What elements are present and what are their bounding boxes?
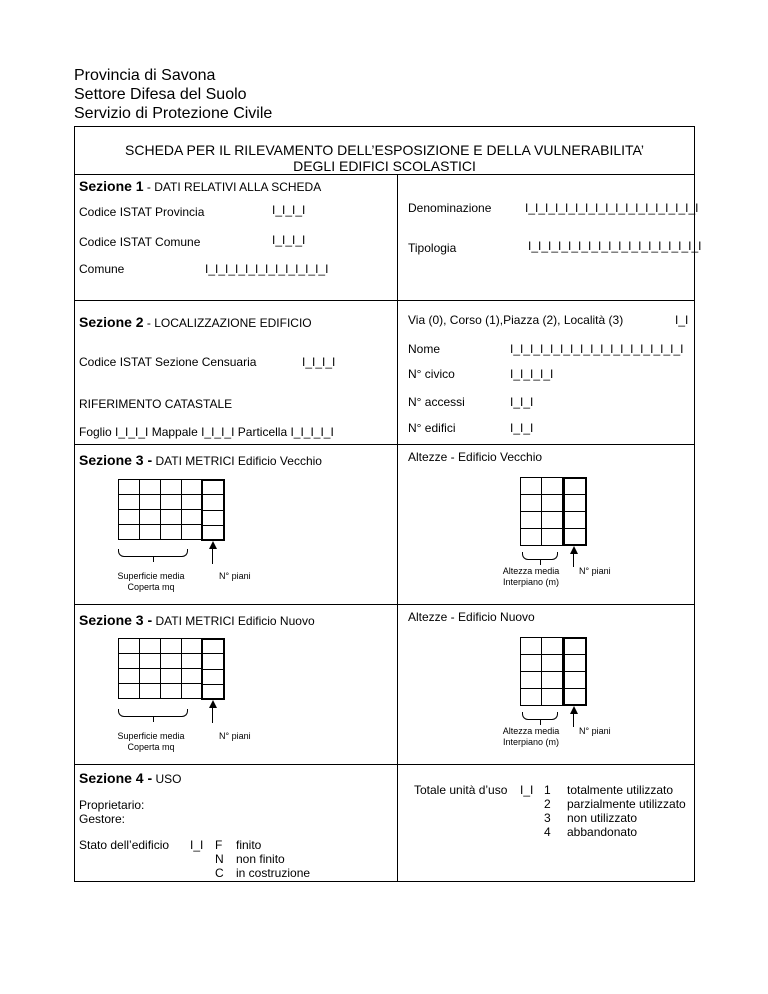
- label-sezione-censuaria: Codice ISTAT Sezione Censuaria: [79, 355, 257, 369]
- piani-row-divider: [563, 494, 587, 495]
- sezione3b-heading: [79, 612, 315, 628]
- field-denominazione[interactable]: I_I_I_I_I_I_I_I_I_I_I_I_I_I_I_I_I_I: [525, 201, 699, 215]
- superficie-grid-vecchio[interactable]: [118, 479, 203, 540]
- piani-row-divider: [201, 653, 225, 654]
- stato-code-f: F: [215, 838, 223, 852]
- field-catasto[interactable]: Foglio I_I_I_I Mappale I_I_I_I Particella I_I_I_I_I: [79, 425, 334, 439]
- label-via: Via (0), Corso (1),Piazza (2), Località (3): [408, 313, 624, 327]
- sezione3b-label: Sezione 3 -: [79, 612, 153, 628]
- brace-tip: [540, 720, 541, 725]
- altezza-line2: Interpiano (m): [502, 577, 560, 587]
- uso-text-2: parzialmente utilizzato: [567, 797, 686, 811]
- brace-altezza-nuovo: [522, 712, 558, 720]
- brace-tip: [153, 717, 154, 722]
- label-npiani-nuovo: N° piani: [219, 731, 251, 741]
- arrow-up-icon: [209, 541, 217, 549]
- label-npiani-altezze-nuovo: N° piani: [579, 726, 611, 736]
- label-proprietario: Proprietario:: [79, 798, 145, 812]
- sezione3a-label: Sezione 3 -: [79, 452, 153, 468]
- arrow-up-icon: [209, 700, 217, 708]
- stato-code-n: N: [215, 852, 224, 866]
- field-via[interactable]: I_I: [675, 313, 689, 327]
- piani-row-divider: [563, 654, 587, 655]
- label-istat-comune: Codice ISTAT Comune: [79, 235, 201, 249]
- label-altezza-vecchio: [486, 566, 576, 588]
- sezione4-title: USO: [152, 772, 182, 786]
- piani-row-divider: [563, 528, 587, 529]
- label-altezza-nuovo: [486, 726, 576, 748]
- brace-tip: [540, 560, 541, 565]
- uso-text-1: totalmente utilizzato: [567, 783, 674, 797]
- arrow-shaft: [573, 553, 574, 567]
- field-accessi[interactable]: I_I_I: [510, 395, 534, 409]
- label-comune: Comune: [79, 262, 125, 276]
- piani-row-divider: [201, 525, 225, 526]
- sezione2-label: Sezione 2: [79, 314, 144, 330]
- header-servizio: Servizio di Protezione Civile: [74, 105, 273, 122]
- brace-tip: [153, 557, 154, 562]
- piani-row-divider: [563, 511, 587, 512]
- sezione4-label: Sezione 4 -: [79, 770, 153, 786]
- superficie-line1: Superficie media: [117, 571, 185, 581]
- field-nome[interactable]: I_I_I_I_I_I_I_I_I_I_I_I_I_I_I_I_I_I: [510, 342, 684, 356]
- piani-row-divider: [563, 671, 587, 672]
- label-npiani-altezze-vecchio: N° piani: [579, 566, 611, 576]
- header-settore: Settore Difesa del Suolo: [74, 86, 247, 103]
- superficie-grid-nuovo[interactable]: [118, 638, 203, 699]
- altezza-line1: Altezza media: [502, 726, 560, 736]
- uso-code-1: 1: [544, 783, 551, 797]
- altezza-grid-nuovo[interactable]: [520, 637, 563, 706]
- field-edifici[interactable]: I_I_I: [510, 421, 534, 435]
- brace-superficie-vecchio: [118, 549, 188, 557]
- label-totale-unita: Totale unità d’uso: [414, 783, 508, 797]
- label-gestore: Gestore:: [79, 812, 126, 826]
- header-provincia: Provincia di Savona: [74, 67, 216, 84]
- superficie-line2: Coperta mq: [127, 582, 175, 592]
- form-title-line2: DEGLI EDIFICI SCOLASTICI: [293, 158, 476, 174]
- label-nome: Nome: [408, 342, 441, 356]
- sezione2-title: - LOCALIZZAZIONE EDIFICIO: [143, 316, 312, 330]
- arrow-shaft: [212, 707, 213, 723]
- divider-sez2: [74, 444, 695, 445]
- field-sezione-censuaria[interactable]: I_I_I_I: [302, 355, 336, 369]
- arrow-up-icon: [570, 546, 578, 554]
- stato-text-f: finito: [236, 838, 262, 852]
- sezione1-heading: [79, 178, 321, 194]
- altezze-nuovo-title: Altezze - Edificio Nuovo: [408, 610, 535, 624]
- piani-row-divider: [201, 494, 225, 495]
- uso-code-3: 3: [544, 811, 551, 825]
- column-divider: [397, 174, 398, 882]
- piani-row-divider: [201, 684, 225, 685]
- arrow-shaft: [212, 548, 213, 564]
- superficie-line2: Coperta mq: [127, 742, 175, 752]
- sezione4-heading: [79, 770, 181, 786]
- label-npiani-vecchio: N° piani: [219, 571, 251, 581]
- label-stato: Stato dell’edificio: [79, 838, 170, 852]
- label-istat-provincia: Codice ISTAT Provincia: [79, 205, 205, 219]
- field-stato[interactable]: I_I: [190, 838, 204, 852]
- label-tipologia: Tipologia: [408, 241, 457, 255]
- field-istat-comune[interactable]: I_I_I_I: [272, 233, 306, 247]
- field-tipologia[interactable]: I_I_I_I_I_I_I_I_I_I_I_I_I_I_I_I_I_I: [528, 239, 702, 253]
- sezione2-heading: [79, 314, 312, 330]
- field-totale-unita[interactable]: I_I: [520, 783, 534, 797]
- divider-title: [74, 174, 695, 175]
- uso-text-4: abbandonato: [567, 825, 638, 839]
- divider-sez3a: [74, 604, 695, 605]
- piani-row-divider: [201, 669, 225, 670]
- superficie-line1: Superficie media: [117, 731, 185, 741]
- altezza-grid-vecchio[interactable]: [520, 477, 563, 546]
- label-superficie-nuovo: [96, 731, 206, 753]
- label-superficie-vecchio: [96, 571, 206, 593]
- sezione3a-title: DATI METRICI Edificio Vecchio: [152, 454, 322, 468]
- altezza-line2: Interpiano (m): [502, 737, 560, 747]
- label-denominazione: Denominazione: [408, 201, 492, 215]
- uso-code-2: 2: [544, 797, 551, 811]
- label-edifici: N° edifici: [408, 421, 456, 435]
- label-civico: N° civico: [408, 367, 455, 381]
- field-comune[interactable]: I_I_I_I_I_I_I_I_I_I_I_I_I: [205, 262, 329, 276]
- altezze-vecchio-title: Altezze - Edificio Vecchio: [408, 450, 543, 464]
- stato-text-c: in costruzione: [236, 866, 311, 880]
- brace-altezza-vecchio: [522, 552, 558, 560]
- form-title-line1: SCHEDA PER IL RILEVAMENTO DELL’ESPOSIZIONE E DELLA VULNERABILITA’: [125, 142, 644, 158]
- arrow-up-icon: [570, 706, 578, 714]
- label-accessi: N° accessi: [408, 395, 465, 409]
- sezione1-label: Sezione 1: [79, 178, 144, 194]
- sezione1-title: - DATI RELATIVI ALLA SCHEDA: [143, 180, 322, 194]
- uso-code-4: 4: [544, 825, 551, 839]
- brace-superficie-nuovo: [118, 709, 188, 717]
- altezza-line1: Altezza media: [502, 566, 560, 576]
- uso-text-3: non utilizzato: [567, 811, 638, 825]
- label-riferimento-catastale: RIFERIMENTO CATASTALE: [79, 397, 233, 411]
- field-civico[interactable]: I_I_I_I_I: [510, 367, 554, 381]
- sezione3b-title: DATI METRICI Edificio Nuovo: [152, 614, 315, 628]
- piani-row-divider: [201, 510, 225, 511]
- piani-row-divider: [563, 688, 587, 689]
- stato-text-n: non finito: [236, 852, 285, 866]
- divider-sez3b: [74, 764, 695, 765]
- sezione3a-heading: [79, 452, 322, 468]
- arrow-shaft: [573, 713, 574, 727]
- field-istat-provincia[interactable]: I_I_I_I: [272, 203, 306, 217]
- divider-sez1: [74, 300, 695, 301]
- stato-code-c: C: [215, 866, 224, 880]
